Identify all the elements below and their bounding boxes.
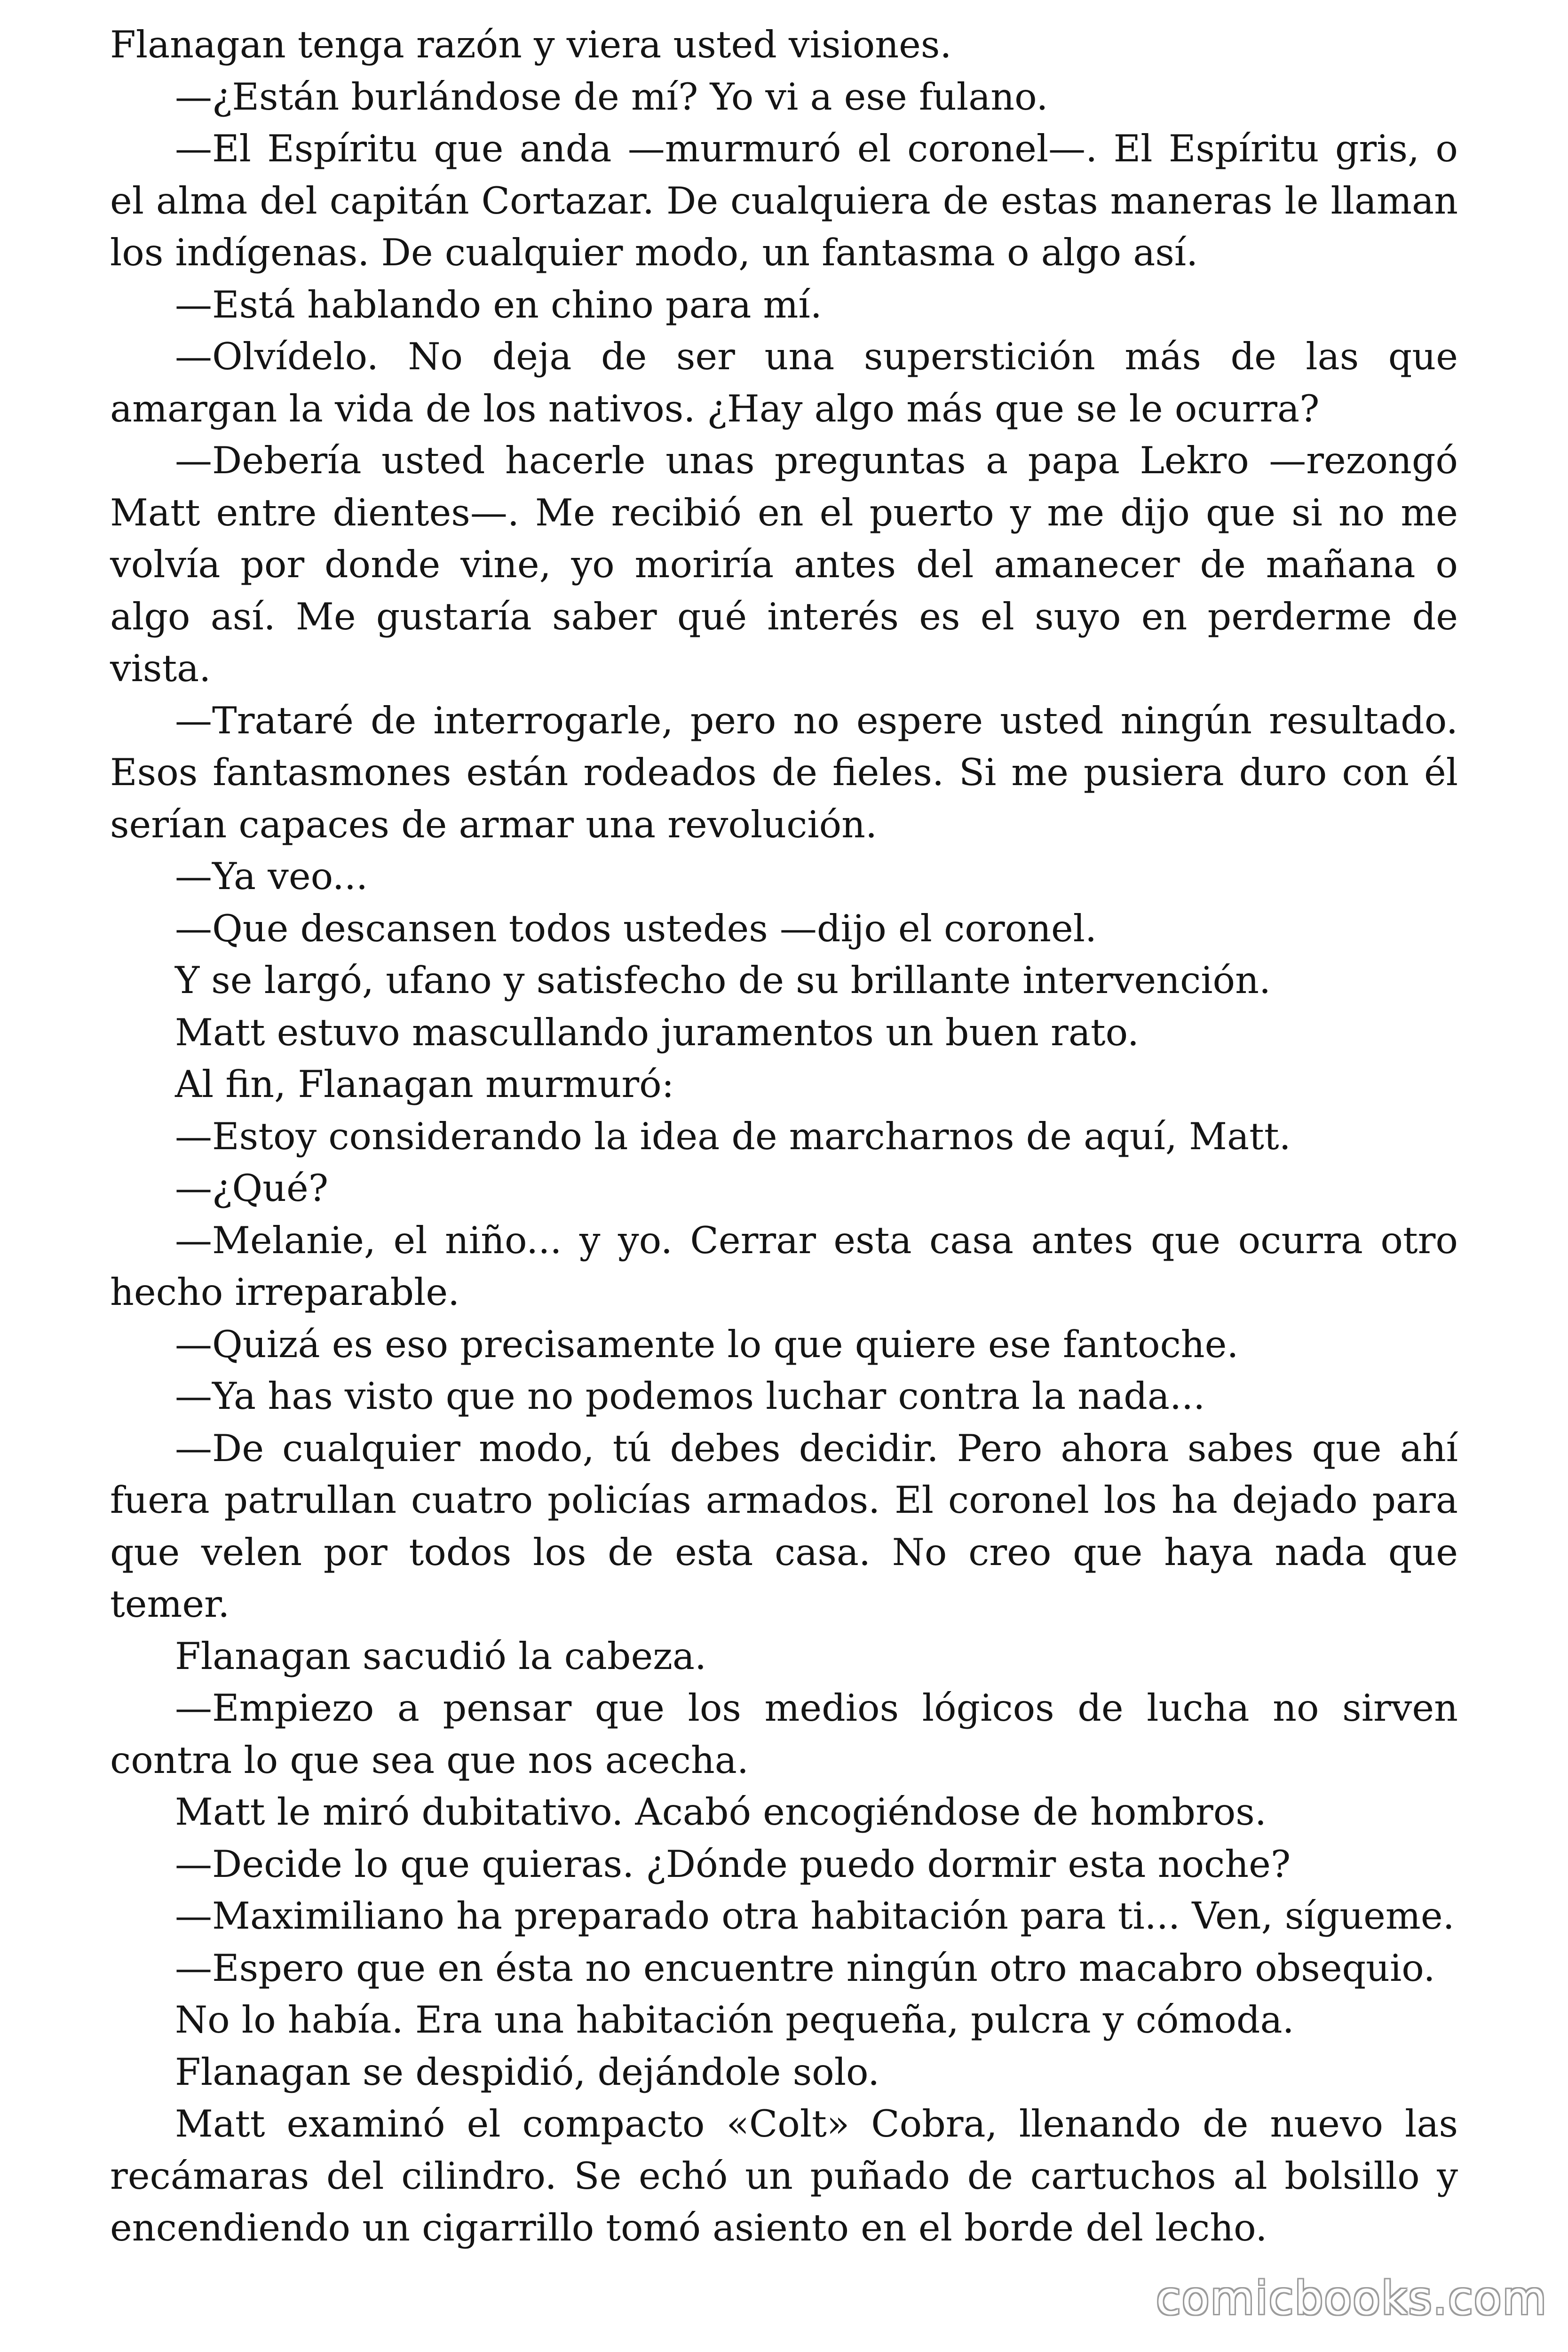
paragraph: —Ya veo... [175, 855, 368, 898]
paragraph: —Melanie, el niño... y yo. Cerrar esta casa antes que ocurra otro hecho irreparable. [110, 1218, 1458, 1314]
paragraph: —Que descansen todos ustedes —dijo el coronel. [175, 906, 1097, 950]
paragraph: —Empiezo a pensar que los medios lógicos de lucha no sirven contra lo que sea que nos acecha. [110, 1686, 1458, 1782]
paragraph: Matt examinó el compacto «Colt» Cobra, llenando de nuevo las recámaras del cilindro. Se echó un puñado de cartuchos al bolsillo y encendiendo un cigarrillo tomó asiento en el borde del lecho. [110, 2102, 1458, 2249]
paragraph: —De cualquier modo, tú debes decidir. Pero ahora sabes que ahí fuera patrullan cuatro policías armados. El coronel los ha dejado para que velen por todos los de esta casa. No creo que haya nada que temer. [110, 1426, 1458, 1626]
paragraph: Y se largó, ufano y satisfecho de su brillante intervención. [175, 959, 1271, 1002]
paragraph: Flanagan se despidió, dejándole solo. [175, 2050, 880, 2094]
paragraph: —Quizá es eso precisamente lo que quiere ese fantoche. [175, 1322, 1239, 1366]
paragraph: No lo había. Era una habitación pequeña, pulcra y cómoda. [175, 1998, 1294, 2042]
paragraph: —Maximiliano ha preparado otra habitación para ti... Ven, sígueme. [175, 1894, 1455, 1938]
paragraph: —Estoy considerando la idea de marcharnos de aquí, Matt. [175, 1114, 1291, 1158]
paragraph: —Trataré de interrogarle, pero no espere usted ningún resultado. Esos fantasmones están rodeados de fieles. Si me pusiera duro con él serían capaces de armar una revolución. [110, 699, 1458, 846]
paragraph: —¿Están burlándose de mí? Yo vi a ese fulano. [175, 75, 1048, 119]
paragraph: —Olvídelo. No deja de ser una superstición más de las que amargan la vida de los nativos. ¿Hay algo más que se le ocurra? [110, 335, 1458, 430]
paragraph: Flanagan sacudió la cabeza. [175, 1634, 707, 1678]
paragraph: Flanagan tenga razón y viera usted visiones. [110, 23, 952, 66]
book-page [110, 19, 1458, 2254]
paragraph: —Ya has visto que no podemos luchar contra la nada... [175, 1375, 1205, 1418]
paragraph: Matt estuvo mascullando juramentos un buen rato. [175, 1010, 1139, 1054]
paragraph: Matt le miró dubitativo. Acabó encogiéndose de hombros. [175, 1790, 1267, 1834]
watermark: comicbooks.com [1156, 2272, 1547, 2325]
paragraph: —Decide lo que quieras. ¿Dónde puedo dormir esta noche? [175, 1842, 1291, 1886]
paragraph: —El Espíritu que anda —murmuró el coronel—. El Espíritu gris, o el alma del capitán Cortazar. De cualquiera de estas maneras le llaman los indígenas. De cualquier modo, un fantasma o algo así. [110, 127, 1458, 274]
paragraph: —Espero que en ésta no encuentre ningún otro macabro obsequio. [175, 1946, 1435, 1990]
paragraph: —Está hablando en chino para mí. [175, 283, 822, 326]
paragraph: Al fin, Flanagan murmuró: [175, 1063, 674, 1106]
paragraph: —Debería usted hacerle unas preguntas a papa Lekro —rezongó Matt entre dientes—. Me recibió en el puerto y me dijo que si no me volvía por donde vine, yo moriría antes del amanecer de mañana o algo así. Me gustaría saber qué interés es el suyo en perderme de vista. [110, 439, 1458, 690]
paragraph: —¿Qué? [175, 1167, 329, 1210]
